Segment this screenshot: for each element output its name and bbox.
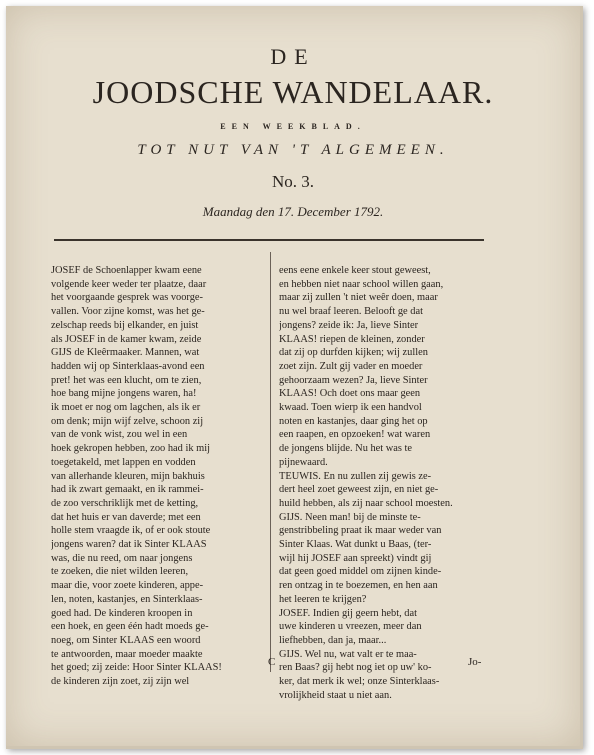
text-line: noten en kastanjes, daar ging het op <box>279 415 428 427</box>
text-line: ker, dat merk ik wel; onze Sinterklaas- <box>279 676 440 688</box>
text-line: nu wel braaf leeren. Belooft ge dat <box>279 306 423 318</box>
issue-date: Maandag den 17. December 1792. <box>202 204 384 219</box>
text-line: pret! het was een klucht, om te zien, <box>51 374 202 386</box>
text-line: Sinter Klaas. Wat dunkt u Baas, (ter- <box>279 539 432 551</box>
text-line: dat het huis er van daverde; met een <box>51 511 201 523</box>
text-line: eens eene enkele keer stout geweest, <box>279 265 431 276</box>
text-line: te antwoorden, maar moeder maakte <box>51 648 203 660</box>
signature-mark: C <box>268 656 276 668</box>
text-line: om denk; mijn wijf zelve, schoon zij <box>51 415 204 427</box>
text-line: ik moet er nog om lagchen, als ik er <box>51 402 201 414</box>
text-line: gehoorzaam wezen? Ja, lieve Sinter <box>279 374 428 386</box>
left-column <box>51 264 263 689</box>
text-line: de zoo verschriklijk met de ketting, <box>51 497 199 509</box>
text-line: genstribbeling praat ik maar weder van <box>279 525 442 537</box>
text-line: wijl hij JOSEF aan spreekt) vindt gij <box>279 552 432 564</box>
text-line: te zoeken, die niet wilden leeren, <box>51 566 189 578</box>
text-line: goed had. De kinderen kroopen in <box>51 607 193 619</box>
text-line: GIJS. Wel nu, wat valt er te maa- <box>279 648 417 660</box>
text-line: holle stem vraagde ik, of er ook stoute <box>51 525 211 537</box>
text-line: de jongens blijde. Nu het was te <box>279 443 413 455</box>
text-line: hoek gekropen hebben, zoo had ik mij <box>51 443 210 455</box>
text-line: dat zij op durfden kijken; wij zullen <box>279 347 428 359</box>
text-line: JOSEF de Schoenlapper kwam eene <box>51 265 202 276</box>
text-line: dat geen goed middel om zijnen kinde- <box>279 566 442 578</box>
text-line: pijnewaard. <box>279 456 328 468</box>
header-rule <box>54 239 484 241</box>
text-line: van de vonk wist, zou wel in een <box>51 429 188 441</box>
text-line: was, die nu reed, om naar jongens <box>51 552 193 564</box>
text-line: hoe bang mijne jongens waren, ha! <box>51 388 197 400</box>
issue-number: No. 3. <box>271 172 315 191</box>
text-line: vrolijkheid staat u niet aan. <box>279 689 392 701</box>
text-line: maar die, voor zoete kinderen, appe- <box>51 580 204 592</box>
text-line: een hoek, en geen één hadt moeds ge- <box>51 621 209 633</box>
masthead-subtitle: EEN WEEKBLAD. <box>220 122 366 131</box>
text-line: als JOSEF in de kamer kwam, zeide <box>51 333 202 345</box>
text-line: vallen. Voor zijne komst, was het ge- <box>51 306 205 318</box>
text-line: het leeren te krijgen? <box>279 593 367 605</box>
right-column <box>279 264 491 703</box>
text-line: ren Baas? gij hebt nog iet op uw' ko- <box>279 662 432 674</box>
text-line: hadden wij op Sinterklaas-avond een <box>51 360 205 372</box>
text-line: ren ontzag in te boezemen, en hen aan <box>279 580 438 592</box>
text-line: het voorgaande gesprek was voorge- <box>51 292 203 304</box>
column-divider <box>270 252 271 672</box>
text-line: een raapen, en opzoeken! wat waren <box>279 429 431 441</box>
text-line: zelschap reeds bij elkander, en juist <box>51 319 199 331</box>
text-line: het goed; zij zeide: Hoor Sinter KLAAS! <box>51 662 222 674</box>
newspaper-page <box>6 6 583 749</box>
text-line: kwaad. Toen wierp ik een handvol <box>279 402 422 414</box>
masthead-de: DE <box>270 44 316 69</box>
masthead-title: JOODSCHE WANDELAAR. <box>92 74 494 110</box>
text-line: JOSEF. Indien gij geern hebt, dat <box>279 607 417 619</box>
catchword: Jo- <box>468 656 482 668</box>
text-line: zoet zijn. Zult gij vader en moeder <box>279 360 423 372</box>
masthead-motto: TOT NUT VAN 'T ALGEMEEN. <box>137 142 449 158</box>
text-line: volgende keer weder ter plaatze, daar <box>51 278 207 290</box>
text-line: dert heel zoet geweest zijn, en niet ge- <box>279 484 439 496</box>
text-line: de kinderen zijn zoet, zij zijn wel <box>51 676 190 688</box>
text-line: maar zij zullen 't niet weêr doen, maar <box>279 292 438 304</box>
text-line: KLAAS! riepen de kleinen, zonder <box>279 333 425 345</box>
text-line: GIJS. Neen man! bij de minste te- <box>279 511 421 523</box>
text-line: toegetakeld, met lappen en vodden <box>51 456 196 468</box>
text-line: KLAAS! Och doet ons maar geen <box>279 388 421 400</box>
text-line: liefhebben, dan ja, maar... <box>279 634 387 646</box>
text-line: jongens? zeide ik: Ja, lieve Sinter <box>279 319 419 331</box>
text-line: jongens waren? dat ik Sinter KLAAS <box>51 539 207 551</box>
text-line: TEUWIS. En nu zullen zij gewis ze- <box>279 470 432 482</box>
text-line: len, noten, kastanjes, en Sinterklaas- <box>51 593 203 605</box>
text-line: huild hebben, als zij naar school moesten. <box>279 497 453 509</box>
text-line: en hebben niet naar school willen gaan, <box>279 278 444 290</box>
text-line: uwe kinderen u vreezen, meer dan <box>279 621 422 633</box>
text-line: had ik zwart gemaakt, en ik rammei- <box>51 484 204 496</box>
text-line: GIJS de Kleêrmaaker. Mannen, wat <box>51 347 200 359</box>
text-line: noeg, om Sinter KLAAS een woord <box>51 634 201 646</box>
text-line: van allerhande kleuren, mijn bakhuis <box>51 470 205 482</box>
